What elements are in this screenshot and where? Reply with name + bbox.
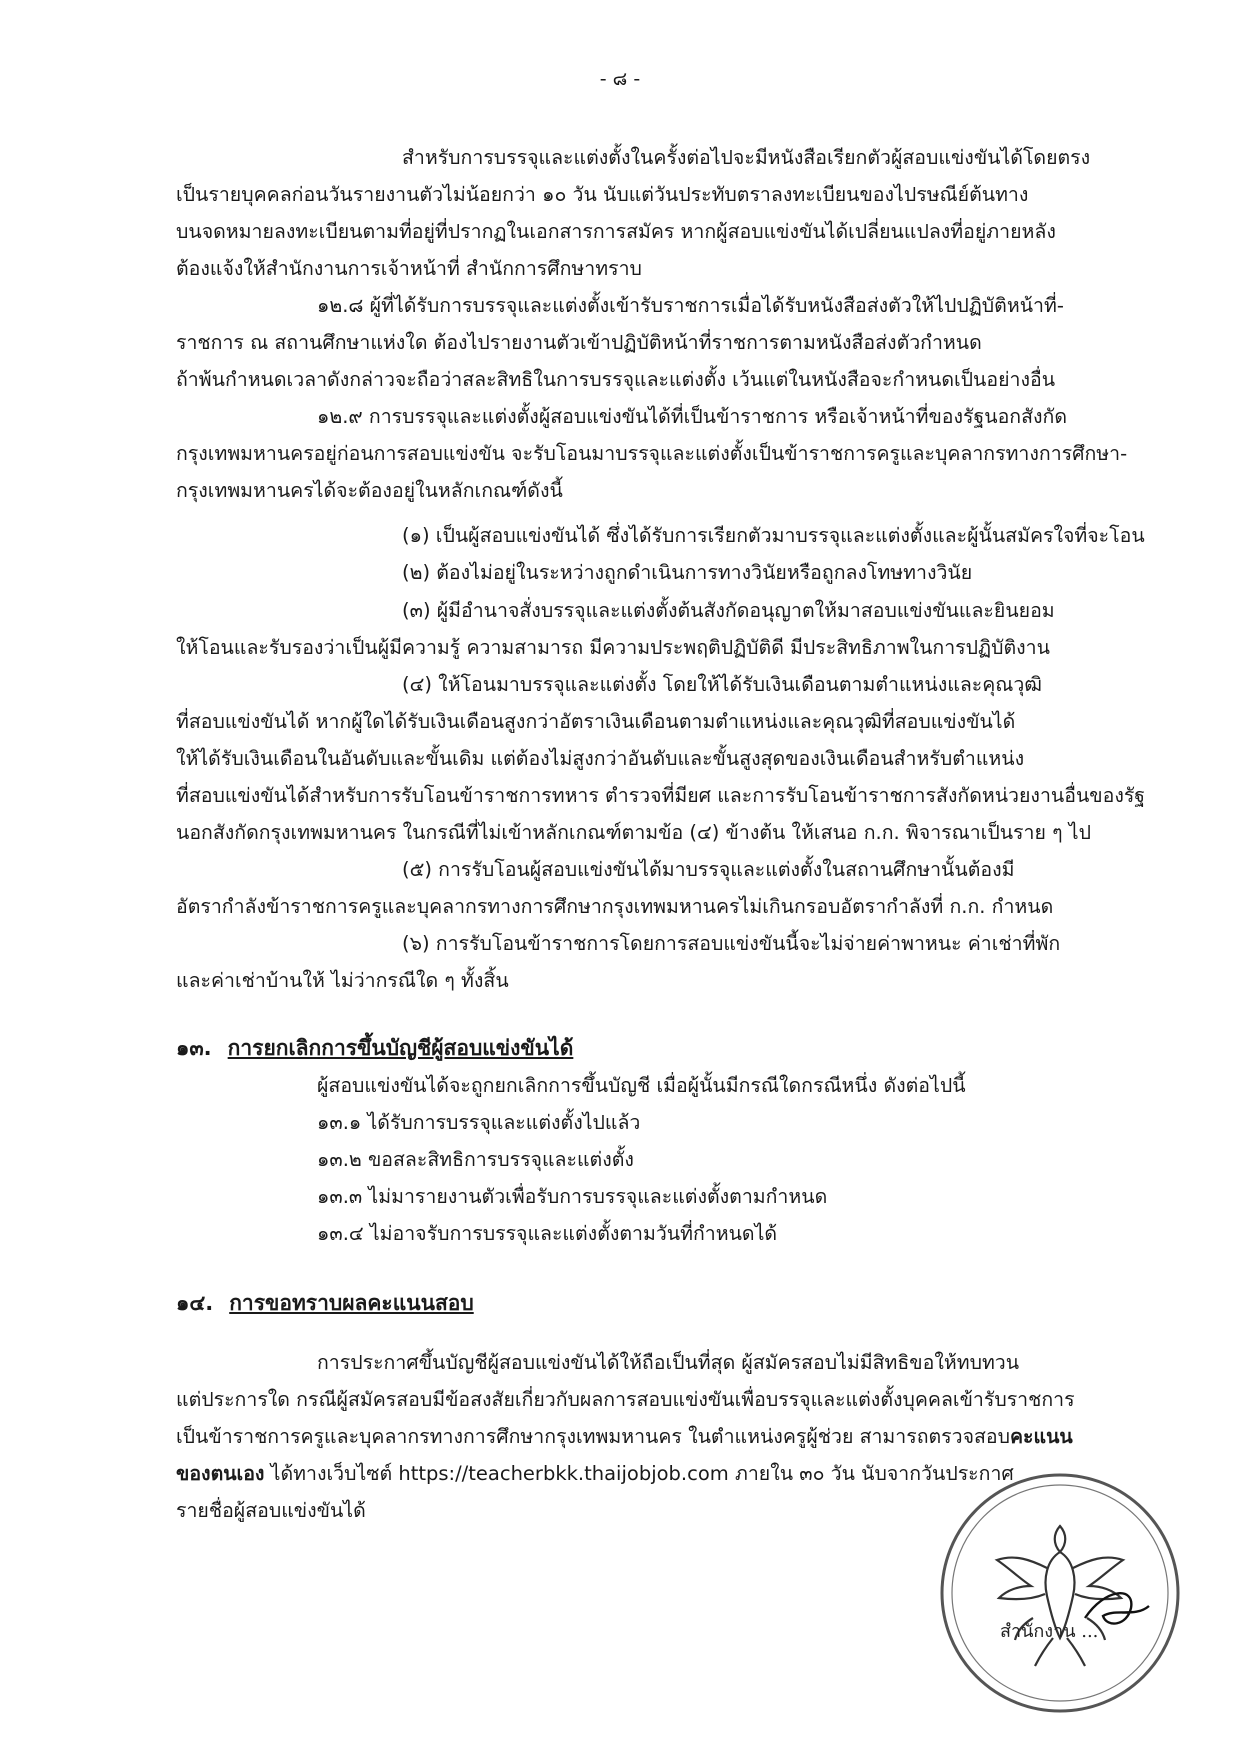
section-14-bold-score: คะแนน [1010,1425,1073,1448]
section-13-heading [176,1030,573,1066]
section-14-bold-own: ของตนเอง [176,1462,265,1485]
para1-line-3: บนจดหมายลงทะเบียนตามที่อยู่ที่ปรากฏในเอกสารการสมัคร หากผู้สอบแข่งขันได้เปลี่ยนแปลงที่อยู่ภายหลัง [176,220,1056,243]
section-14-line-3 [176,1419,1073,1455]
section-14-line-5: รายชื่อผู้สอบแข่งขันได้ [176,1499,366,1522]
para-12-9-line-3: กรุงเทพมหานครได้จะต้องอยู่ในหลักเกณฑ์ดังนี้ [176,479,563,502]
section-13-intro: ผู้สอบแข่งขันได้จะถูกยกเลิกการขึ้นบัญชี เมื่อผู้นั้นมีกรณีใดกรณีหนึ่ง ดังต่อไปนี้ [317,1074,966,1097]
item-4-line-5: นอกสังกัดกรุงเทพมหานคร ในกรณีที่ไม่เข้าหลักเกณฑ์ตามข้อ (๔) ข้างต้น ให้เสนอ ก.ก. พิจารณาเป็นราย ๆ ไป [176,821,1091,844]
item-5-line-2: อัตรากำลังข้าราชการครูและบุคลากรทางการศึกษากรุงเทพมหานครไม่เกินกรอบอัตรากำลังที่ ก.ก. กำหนด [176,895,1054,918]
item-2: (๒) ต้องไม่อยู่ในระหว่างถูกดำเนินการทางวินัยหรือถูกลงโทษทางวินัย [402,561,973,584]
section-14-heading [176,1285,474,1321]
para-12-9-line-1: ๑๒.๙ การบรรจุและแต่งตั้งผู้สอบแข่งขันได้ที่เป็นข้าราชการ หรือเจ้าหน้าที่ของรัฐนอกสังกัด [317,405,1067,428]
section-14-number: ๑๔. [176,1291,214,1315]
section-14-line-4-rest: ได้ทางเว็บไซต์ https://teacherbkk.thaijobjob.com ภายใน ๓๐ วัน นับจากวันประกาศ [264,1462,1014,1485]
para1-line-2: เป็นรายบุคคลก่อนวันรายงานตัวไม่น้อยกว่า ๑๐ วัน นับแต่วันประทับตราลงทะเบียนของไปรษณีย์ต้นทาง [176,183,1029,206]
section-14-title: การขอทราบผลคะแนนสอบ [229,1291,474,1315]
section-13-item-4: ๑๓.๔ ไม่อาจรับการบรรจุและแต่งตั้งตามวันที่กำหนดได้ [317,1222,778,1245]
item-4-line-3: ให้ได้รับเงินเดือนในอันดับและขั้นเดิม แต่ต้องไม่สูงกว่าอันดับและขั้นสูงสุดของเงินเดือนสำหรับตำแหน่ง [176,747,1025,770]
item-4-line-4: ที่สอบแข่งขันได้สำหรับการรับโอนข้าราชการทหาร ตำรวจที่มียศ และการรับโอนข้าราชการสังกัดหน่วยงานอื่นของรัฐ [176,784,1146,807]
item-6-line-2: และค่าเช่าบ้านให้ ไม่ว่ากรณีใด ๆ ทั้งสิ้น [176,969,509,992]
section-14-line-4 [176,1456,1014,1492]
section-13-number: ๑๓. [176,1036,212,1060]
section-14-line-3-text: เป็นข้าราชการครูและบุคลากรทางการศึกษากรุงเทพมหานคร ในตำแหน่งครูผู้ช่วย สามารถตรวจสอบ [176,1425,1011,1448]
section-13-item-3: ๑๓.๓ ไม่มารายงานตัวเพื่อรับการบรรจุและแต่งตั้งตามกำหนด [317,1185,828,1208]
section-13-item-2: ๑๓.๒ ขอสละสิทธิการบรรจุและแต่งตั้ง [317,1148,634,1171]
item-3-line-2: ให้โอนและรับรองว่าเป็นผู้มีความรู้ ความสามารถ มีความประพฤติปฏิบัติดี มีประสิทธิภาพในการปฏิบัติงาน [176,636,1050,659]
item-3-line-1: (๓) ผู้มีอำนาจสั่งบรรจุและแต่งตั้งต้นสังกัดอนุญาตให้มาสอบแข่งขันและยินยอม [402,599,1055,622]
section-14-line-1: การประกาศขึ้นบัญชีผู้สอบแข่งขันได้ให้ถือเป็นที่สุด ผู้สมัครสอบไม่มีสิทธิขอให้ทบทวน [317,1351,1020,1374]
item-4-line-1: (๔) ให้โอนมาบรรจุและแต่งตั้ง โดยให้ได้รับเงินเดือนตามตำแหน่งและคุณวุฒิ [402,673,1042,696]
section-14-line-2: แต่ประการใด กรณีผู้สมัครสอบมีข้อสงสัยเกี่ยวกับผลการสอบแข่งขันเพื่อบรรจุและแต่งตั้งบุคคลเข้ารับราชการ [176,1388,1075,1411]
para1-line-4: ต้องแจ้งให้สำนักงานการเจ้าหน้าที่ สำนักการศึกษาทราบ [176,257,642,280]
official-seal-icon [935,1468,1185,1718]
item-5-line-1: (๕) การรับโอนผู้สอบแข่งขันได้มาบรรจุและแต่งตั้งในสถานศึกษานั้นต้องมี [402,858,1015,881]
para-12-8-line-1: ๑๒.๘ ผู้ที่ได้รับการบรรจุและแต่งตั้งเข้ารับราชการเมื่อได้รับหนังสือส่งตัวให้ไปปฏิบัติหน้าที่- [317,294,1064,317]
section-13-item-1: ๑๓.๑ ได้รับการบรรจุและแต่งตั้งไปแล้ว [317,1111,641,1134]
item-1: (๑) เป็นผู้สอบแข่งขันได้ ซึ่งได้รับการเรียกตัวมาบรรจุและแต่งตั้งและผู้นั้นสมัครใจที่จะโอน [402,524,1145,547]
page-number: - ๘ - [599,68,641,90]
seal-label: สำนักงาน ... [1000,1621,1099,1642]
para1-line-1: สำหรับการบรรจุและแต่งตั้งในครั้งต่อไปจะมีหนังสือเรียกตัวผู้สอบแข่งขันได้โดยตรง [402,146,1091,169]
para-12-8-line-3: ถ้าพ้นกำหนดเวลาดังกล่าวจะถือว่าสละสิทธิในการบรรจุและแต่งตั้ง เว้นแต่ในหนังสือจะกำหนดเป็นอย่างอื่น [176,368,1056,391]
para-12-9-line-2: กรุงเทพมหานครอยู่ก่อนการสอบแข่งขัน จะรับโอนมาบรรจุและแต่งตั้งเป็นข้าราชการครูและบุคลากรทางการศึกษา- [176,442,1128,465]
para-12-8-line-2: ราชการ ณ สถานศึกษาแห่งใด ต้องไปรายงานตัวเข้าปฏิบัติหน้าที่ราชการตามหนังสือส่งตัวกำหนด [176,331,982,354]
item-4-line-2: ที่สอบแข่งขันได้ หากผู้ใดได้รับเงินเดือนสูงกว่าอัตราเงินเดือนตามตำแหน่งและคุณวุฒิที่สอบแข่งขันได้ [176,710,1016,733]
item-6-line-1: (๖) การรับโอนข้าราชการโดยการสอบแข่งขันนี้จะไม่จ่ายค่าพาหนะ ค่าเช่าที่พัก [402,932,1061,955]
section-13-title: การยกเลิกการขึ้นบัญชีผู้สอบแข่งขันได้ [227,1036,574,1060]
